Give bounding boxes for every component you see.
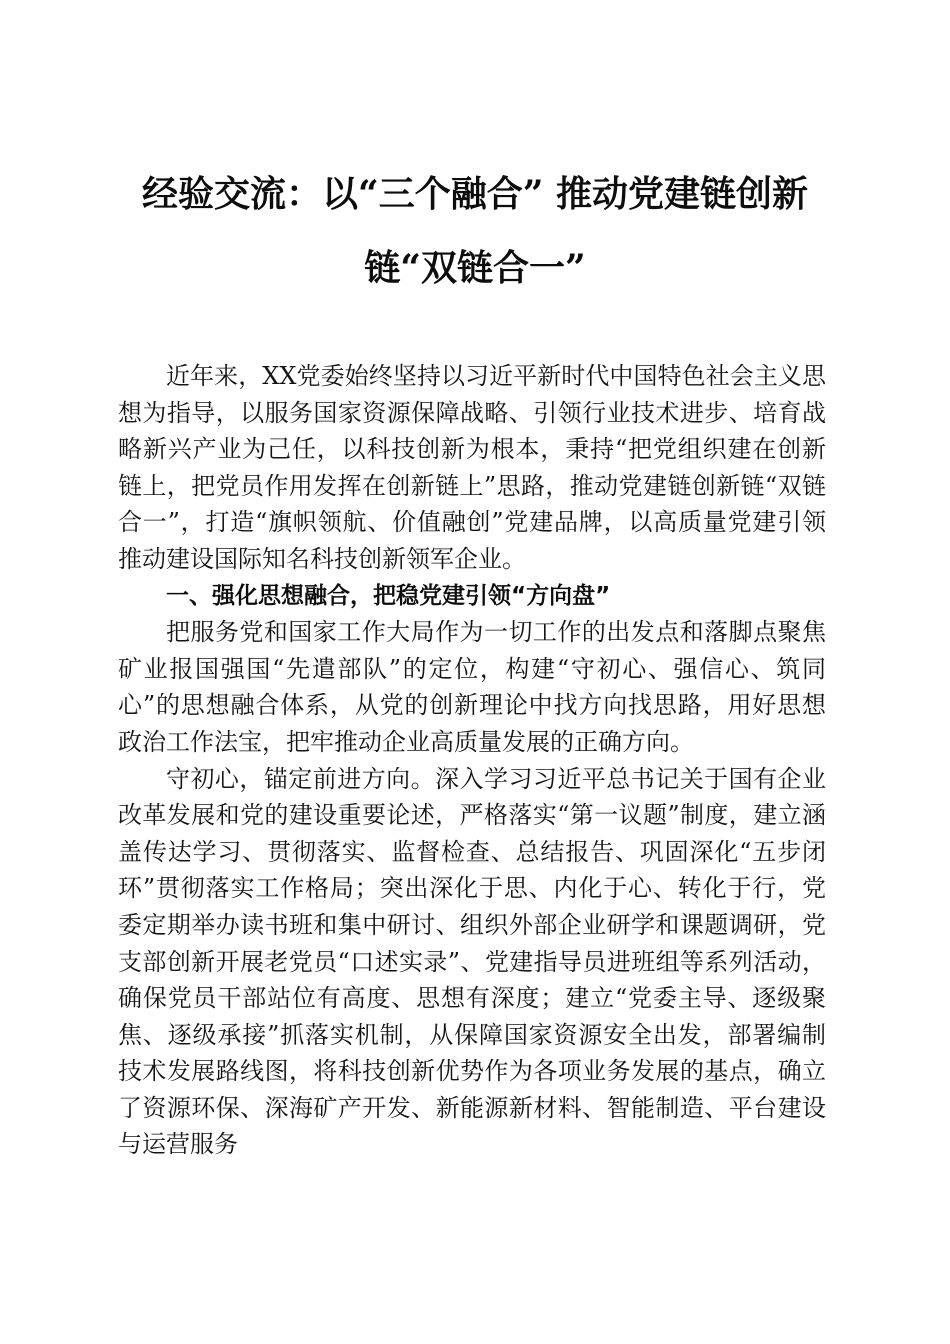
section-1-paragraph-1: 把服务党和国家工作大局作为一切工作的出发点和落脚点聚焦矿业报国强国“先遣部队”的定位，构建“守初心、强信心、筑同心”的思想融合体系，从党的创新理论中找方向找思路，用好思想政治工作法宝，把牢推动企业高质量发展的正确方向。 — [118, 618, 826, 756]
section-heading-1: 一、强化思想融合，把稳党建引领“方向盘” — [166, 582, 611, 609]
document-body — [118, 358, 826, 1163]
section-1-paragraph-2: 守初心，锚定前进方向。深入学习习近平总书记关于国有企业改革发展和党的建设重要论述，严格落实“第一议题”制度，建立涵盖传达学习、贯彻落实、监督检查、总结报告、巩固深化“五步闭环”贯彻落实工作格局；突出深化于思、内化于心、转化于行，党委定期举办读书班和集中研讨、组织外部企业研学和课题调研，党支部创新开展老党员“口述实录”、党建指导员进班组等系列活动，确保党员干部站位有高度、思想有深度；建立“党委主导、逐级聚焦、逐级承接”抓落实机制，从保障国家资源安全出发，部署编制技术发展路线图，将科技创新优势作为各项业务发展的基点，确立了资源环保、深海矿产开发、新能源新材料、智能制造、平台建设与运营服务 — [118, 764, 826, 1159]
document-title-line-1: 经验交流：以“三个融合” 推动党建链创新 — [142, 173, 808, 215]
intro-paragraph: 近年来，XX党委始终坚持以习近平新时代中国特色社会主义思想为指导，以服务国家资源保障战略、引领行业技术进步、培育战略新兴产业为己任，以科技创新为根本，秉持“把党组织建在创新链上，把党员作用发挥在创新链上”思路，推动党建链创新链“双链合一”，打造“旗帜领航、价值融创”党建品牌，以高质量党建引领推动建设国际知名科技创新领军企业。 — [118, 362, 826, 573]
document-title-line-2: 链“双链合一” — [364, 247, 586, 289]
